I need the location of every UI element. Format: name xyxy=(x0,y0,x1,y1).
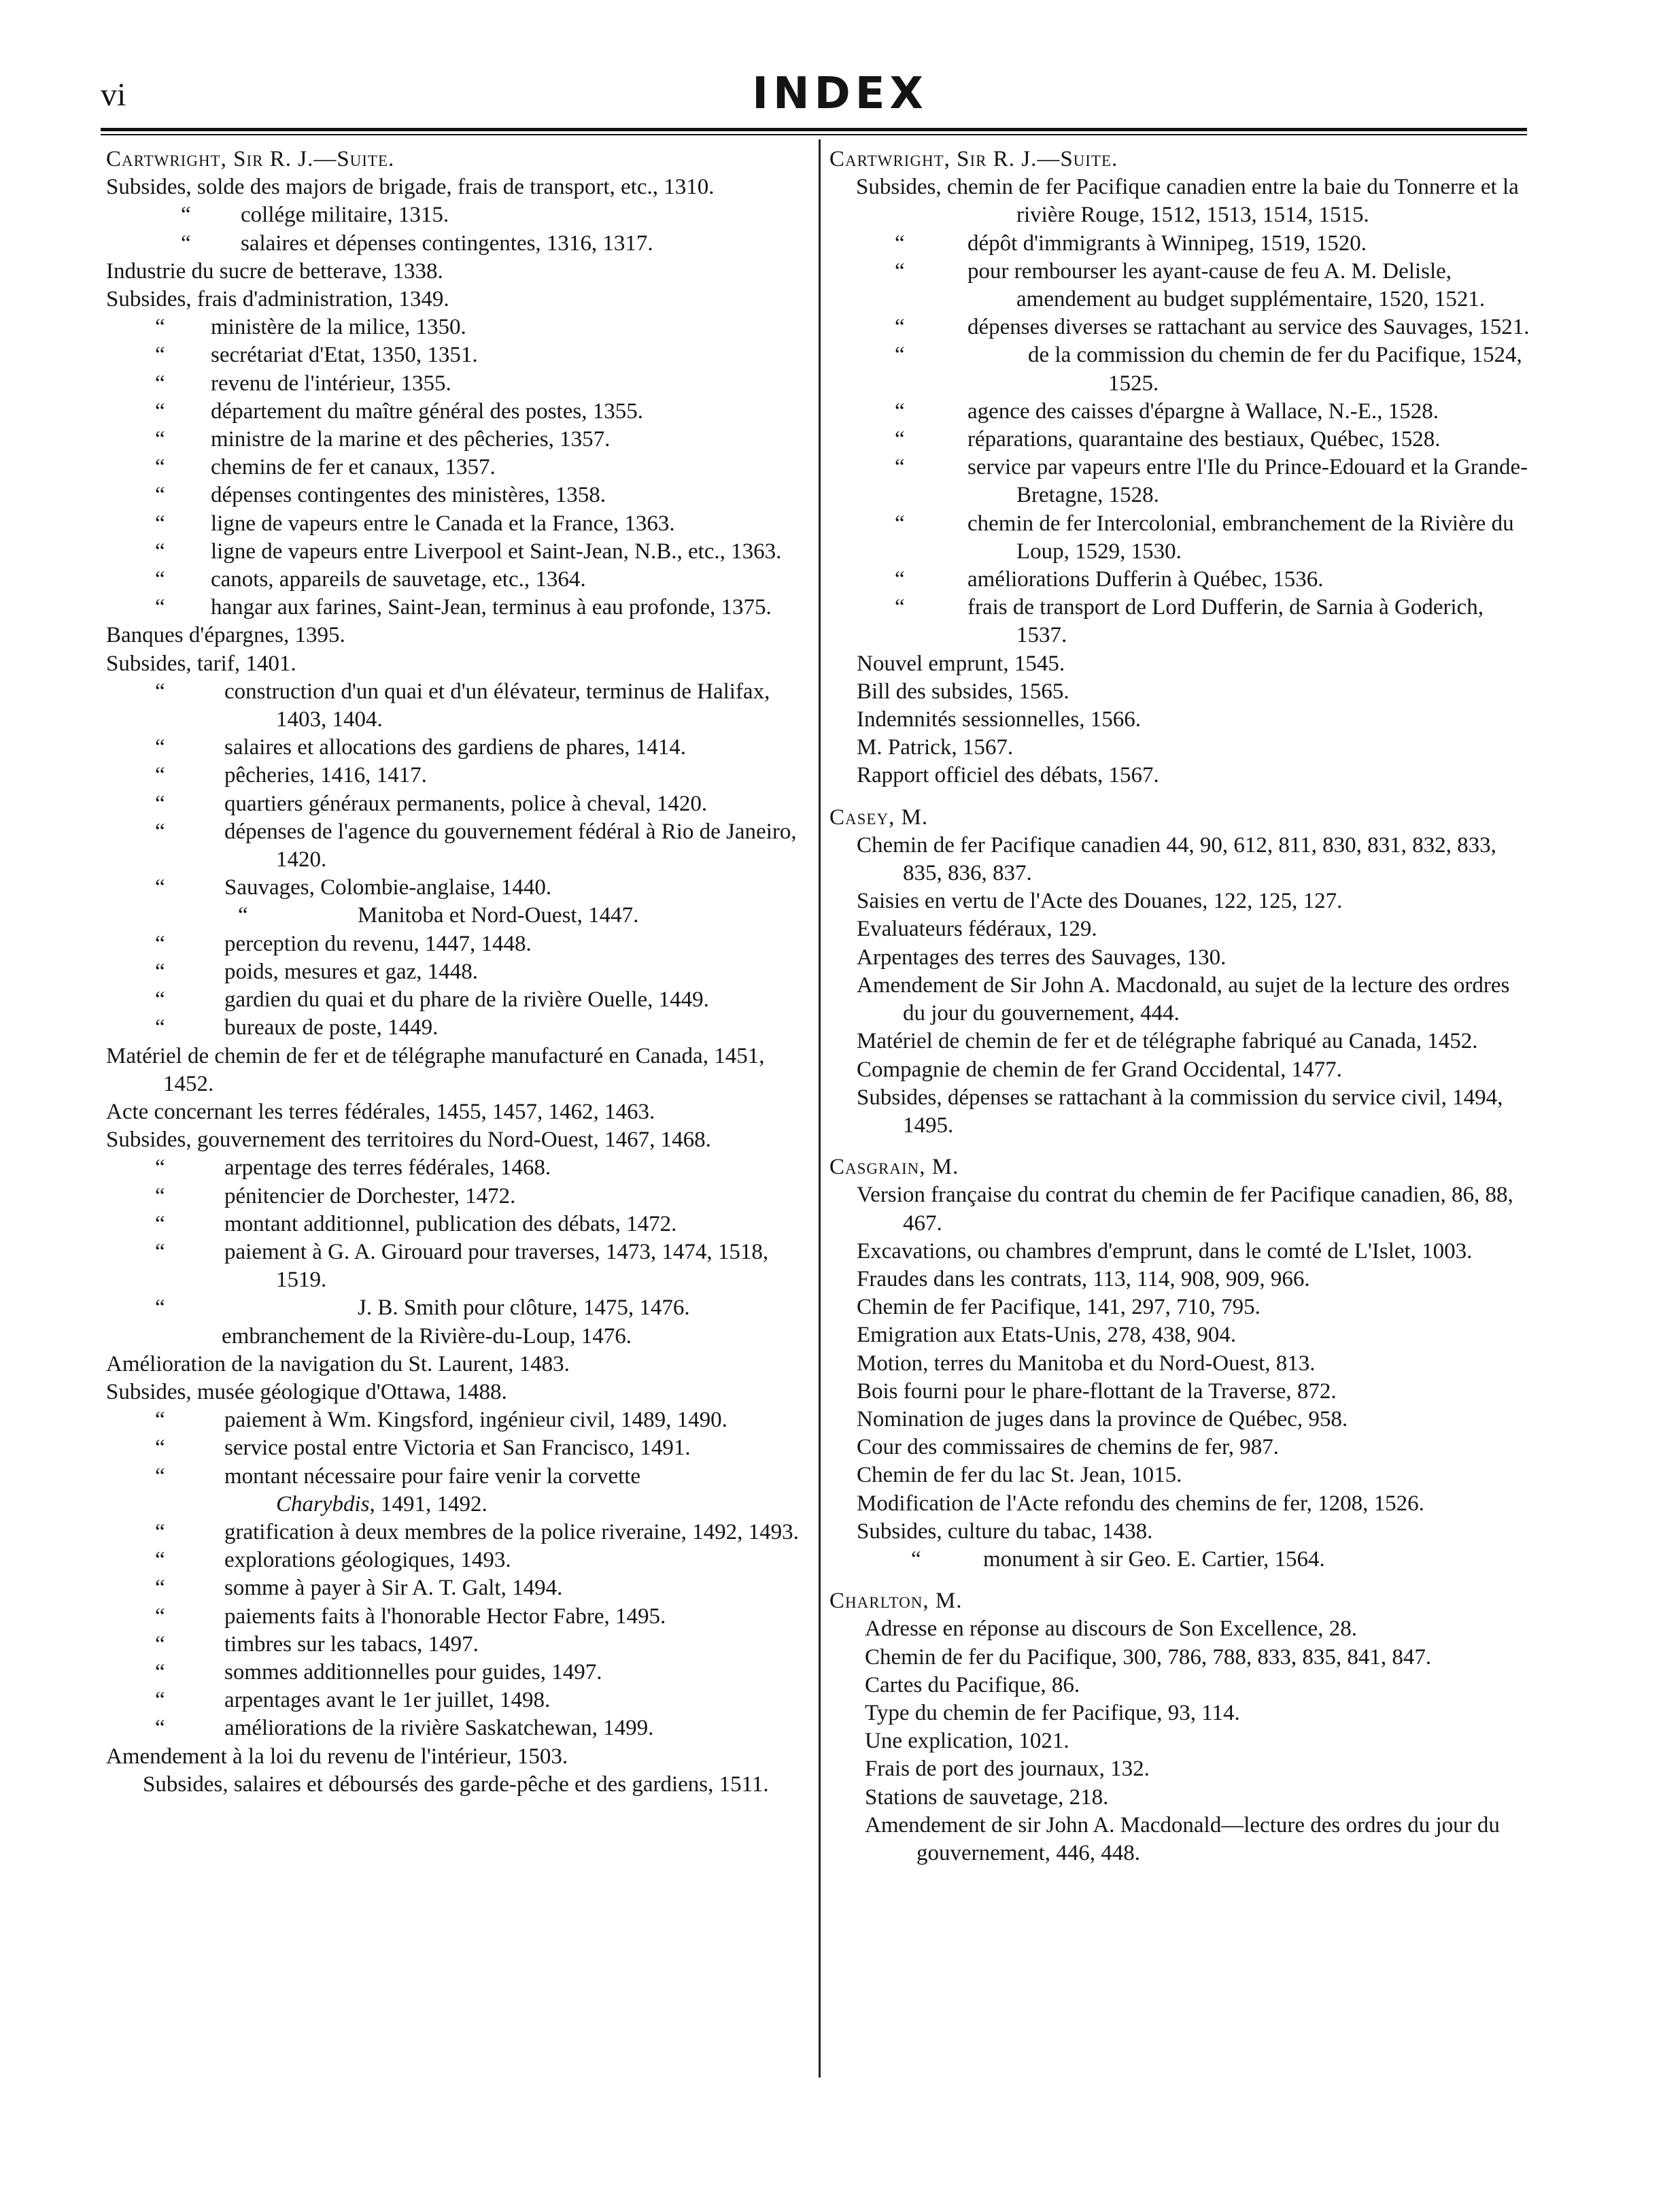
index-entry: Nouvel emprunt, 1545. xyxy=(857,651,1065,676)
index-entry: Industrie du sucre de betterave, 1338. xyxy=(106,258,443,284)
index-entry: “ timbres sur les tabacs, 1497. xyxy=(106,1631,806,1659)
index-entry: Cour des commissaires de chemins de fer, 987. xyxy=(857,1435,1279,1460)
index-entry: “ Sauvages, Colombie-anglaise, 1440. xyxy=(106,874,806,902)
index-entry: “ dépôt d'immigrants à Winnipeg, 1519, 1520. xyxy=(829,230,1537,258)
index-entry: Chemin de fer Pacifique, 141, 297, 710, 795. xyxy=(857,1295,1261,1320)
index-entry: “ chemins de fer et canaux, 1357. xyxy=(106,454,806,481)
index-entry: Evaluateurs fédéraux, 129. xyxy=(857,917,1097,942)
index-entry: Bois fourni pour le phare-flottant de la Traverse, 872. xyxy=(857,1378,1337,1404)
index-entry: “ somme à payer à Sir A. T. Galt, 1494. xyxy=(106,1574,806,1602)
index-entry: “ agence des caisses d'épargne à Wallace, N.-E., 1528. xyxy=(829,398,1537,426)
index-entry: Amélioration de la navigation du St. Laurent, 1483. xyxy=(106,1351,570,1376)
right-column xyxy=(829,146,1537,1867)
index-entry: “ pêcheries, 1416, 1417. xyxy=(106,762,806,790)
index-entry: embranchement de la Rivière-du-Loup, 1476. xyxy=(222,1323,632,1349)
entry-heading: Casey, M. xyxy=(829,804,929,830)
index-entry: “ service par vapeurs entre l'Ile du Prince-Edouard et la Grande-Bretagne, 1528. xyxy=(829,454,1537,509)
index-entry: “ ministère de la milice, 1350. xyxy=(106,314,806,341)
index-entry: “ revenu de l'intérieur, 1355. xyxy=(106,370,806,398)
column-divider xyxy=(819,139,821,2078)
index-entry: Banques d'épargnes, 1395. xyxy=(106,623,345,648)
index-entry: Subsides, culture du tabac, 1438. xyxy=(857,1519,1153,1544)
index-entry: M. Patrick, 1567. xyxy=(857,735,1014,760)
index-entry: Acte concernant les terres fédérales, 1455, 1457, 1462, 1463. xyxy=(106,1099,655,1124)
index-entry: Compagnie de chemin de fer Grand Occidental, 1477. xyxy=(857,1057,1342,1082)
index-entry: Motion, terres du Manitoba et du Nord-Ouest, 813. xyxy=(857,1351,1316,1376)
header-rule-thin xyxy=(101,134,1527,135)
index-entry: “ pour rembourser les ayant-cause de feu A. M. Delisle, amendement au budget supplémentaire, 1520, 1521. xyxy=(829,258,1537,314)
index-entry: Frais de port des journaux, 132. xyxy=(865,1757,1150,1782)
index-entry: Amendement à la loi du revenu de l'intérieur, 1503. xyxy=(106,1744,568,1769)
index-entry: Subsides, solde des majors de brigade, frais de transport, etc., 1310. xyxy=(106,175,715,200)
index-entry: Amendement de sir John A. Macdonald—lecture des ordres du jour du gouvernement, 446, 448. xyxy=(865,1812,1500,1865)
index-entry: Amendement de Sir John A. Macdonald, au sujet de la lecture des ordres du jour du gouvernement, 444. xyxy=(857,972,1510,1026)
index-entry: Modification de l'Acte refondu des chemins de fer, 1208, 1526. xyxy=(857,1491,1424,1516)
entry-text: montant nécessaire pour faire venir la corvette xyxy=(224,1463,641,1489)
entry-italic: Charybdis xyxy=(276,1491,370,1517)
index-entry: Matériel de chemin de fer et de télégraphe fabriqué au Canada, 1452. xyxy=(857,1029,1478,1054)
index-entry: Subsides, chemin de fer Pacifique canadien entre la baie du Tonnerre et la rivière Rouge, 1512, 1513, 1514, 1515. xyxy=(856,175,1519,228)
index-entry: Excavations, ou chambres d'emprunt, dans le comté de L'Islet, 1003. xyxy=(857,1238,1473,1264)
index-entry: Emigration aux Etats-Unis, 278, 438, 904. xyxy=(857,1323,1237,1348)
index-entry: Stations de sauvetage, 218. xyxy=(865,1784,1109,1810)
entry-heading: Charlton, M. xyxy=(829,1589,963,1614)
index-entry: “ quartiers généraux permanents, police à cheval, 1420. xyxy=(106,790,806,818)
index-entry: “ frais de transport de Lord Dufferin, de Sarnia à Goderich, 1537. xyxy=(829,594,1537,649)
index-entry: Rapport officiel des débats, 1567. xyxy=(857,763,1159,788)
index-entry: “ Manitoba et Nord-Ouest, 1447. xyxy=(106,902,806,930)
index-entry: Adresse en réponse au discours de Son Excellence, 28. xyxy=(865,1616,1357,1642)
index-entry: Subsides, salaires et déboursés des garde-pêche et des gardiens, 1511. xyxy=(143,1772,769,1797)
index-entry: Bill des subsides, 1565. xyxy=(857,679,1069,704)
index-entry: Chemin de fer Pacifique canadien 44, 90, 612, 811, 830, 831, 832, 833, 835, 836, 837. xyxy=(857,832,1496,886)
index-entry: “ J. B. Smith pour clôture, 1475, 1476. xyxy=(106,1294,806,1322)
index-entry: “ salaires et allocations des gardiens de phares, 1414. xyxy=(106,734,806,762)
index-entry: “ améliorations Dufferin à Québec, 1536. xyxy=(829,566,1537,594)
index-entry: “ paiement à Wm. Kingsford, ingénieur civil, 1489, 1490. xyxy=(106,1406,806,1434)
index-entry: Subsides, frais d'administration, 1349. xyxy=(106,287,449,312)
index-entry: Nomination de juges dans la province de Québec, 958. xyxy=(857,1406,1348,1432)
index-entry: “ hangar aux farines, Saint-Jean, terminus à eau profonde, 1375. xyxy=(106,594,806,622)
index-entry: “ dépenses diverses se rattachant au service des Sauvages, 1521. xyxy=(829,314,1537,341)
index-entry: “ paiements faits à l'honorable Hector Fabre, 1495. xyxy=(106,1603,806,1631)
index-entry: “ salaires et dépenses contingentes, 1316, 1317. xyxy=(106,230,806,258)
page-title: INDEX xyxy=(752,69,928,119)
index-entry: “ collége militaire, 1315. xyxy=(106,201,806,229)
index-entry: “ bureaux de poste, 1449. xyxy=(106,1014,806,1042)
index-entry: “ canots, appareils de sauvetage, etc., 1364. xyxy=(106,566,806,594)
index-entry: “ de la commission du chemin de fer du Pacifique, 1524, 1525. xyxy=(829,341,1537,397)
index-entry: “ poids, mesures et gaz, 1448. xyxy=(106,958,806,986)
entry-text: , 1491, 1492. xyxy=(369,1491,487,1517)
index-entry: Matériel de chemin de fer et de télégraphe manufacturé en Canada, 1451, 1452. xyxy=(106,1043,765,1096)
index-entry: Subsides, musée géologique d'Ottawa, 1488. xyxy=(106,1379,507,1404)
index-entry: “ construction d'un quai et d'un élévateur, terminus de Halifax, 1403, 1404. xyxy=(106,678,806,734)
index-entry: Fraudes dans les contrats, 113, 114, 908, 909, 966. xyxy=(857,1266,1310,1291)
index-entry: “ dépenses contingentes des ministères, 1358. xyxy=(106,481,806,509)
index-entry: “ secrétariat d'Etat, 1350, 1351. xyxy=(106,341,806,369)
index-entry: “ paiement à G. A. Girouard pour traverses, 1473, 1474, 1518, 1519. xyxy=(106,1238,806,1294)
index-entry: “ améliorations de la rivière Saskatchewan, 1499. xyxy=(106,1714,806,1742)
index-entry: “ ligne de vapeurs entre le Canada et la France, 1363. xyxy=(106,510,806,538)
index-entry: “ ligne de vapeurs entre Liverpool et Saint-Jean, N.B., etc., 1363. xyxy=(106,538,806,566)
index-entry: “ service postal entre Victoria et San Francisco, 1491. xyxy=(106,1434,806,1462)
index-entry: Subsides, gouvernement des territoires du Nord-Ouest, 1467, 1468. xyxy=(106,1128,711,1153)
index-entry: “ pénitencier de Dorchester, 1472. xyxy=(106,1183,806,1210)
index-entry xyxy=(106,1463,806,1519)
entry-heading: Cartwright, Sir R. J.—Suite. xyxy=(829,147,1118,171)
index-entry: “ dépenses de l'agence du gouvernement fédéral à Rio de Janeiro, 1420. xyxy=(106,818,806,874)
index-entry: “ gratification à deux membres de la police riveraine, 1492, 1493. xyxy=(106,1519,806,1546)
index-entry: “ sommes additionnelles pour guides, 1497. xyxy=(106,1659,806,1687)
index-entry: “ monument à sir Geo. E. Cartier, 1564. xyxy=(829,1546,1537,1574)
index-entry: “ perception du revenu, 1447, 1448. xyxy=(106,930,806,958)
index-entry: Chemin de fer du lac St. Jean, 1015. xyxy=(857,1463,1182,1488)
index-entry: “ département du maître général des postes, 1355. xyxy=(106,398,806,426)
index-entry: Subsides, dépenses se rattachant à la commission du service civil, 1494, 1495. xyxy=(857,1085,1503,1138)
header-rule xyxy=(101,128,1527,131)
index-entry: Subsides, tarif, 1401. xyxy=(106,651,296,676)
index-entry: Cartes du Pacifique, 86. xyxy=(865,1672,1080,1697)
page-number: vi xyxy=(101,77,126,113)
index-entry: “ ministre de la marine et des pêcheries, 1357. xyxy=(106,426,806,454)
index-entry: “ chemin de fer Intercolonial, embranchement de la Rivière du Loup, 1529, 1530. xyxy=(829,510,1537,566)
index-entry: “ gardien du quai et du phare de la rivière Ouelle, 1449. xyxy=(106,986,806,1014)
index-entry: Indemnités sessionnelles, 1566. xyxy=(857,707,1141,732)
index-entry: “ arpentages avant le 1er juillet, 1498. xyxy=(106,1687,806,1714)
index-entry: Saisies en vertu de l'Acte des Douanes, 122, 125, 127. xyxy=(857,889,1343,914)
index-entry: “ explorations géologiques, 1493. xyxy=(106,1546,806,1574)
index-entry: Chemin de fer du Pacifique, 300, 786, 788, 833, 835, 841, 847. xyxy=(865,1644,1432,1670)
left-column xyxy=(106,146,806,1799)
index-entry: “ montant additionnel, publication des débats, 1472. xyxy=(106,1210,806,1238)
index-entry: Arpentages des terres des Sauvages, 130. xyxy=(857,945,1227,970)
index-entry: Une explication, 1021. xyxy=(865,1729,1069,1754)
index-entry: “ arpentage des terres fédérales, 1468. xyxy=(106,1154,806,1182)
index-entry: Version française du contrat du chemin de fer Pacifique canadien, 86, 88, 467. xyxy=(857,1183,1513,1236)
entry-heading: Casgrain, M. xyxy=(829,1155,959,1180)
entry-heading: Cartwright, Sir R. J.—Suite. xyxy=(106,147,395,171)
index-entry: “ réparations, quarantaine des bestiaux, Québec, 1528. xyxy=(829,426,1537,454)
index-entry: Type du chemin de fer Pacifique, 93, 114. xyxy=(865,1700,1240,1725)
